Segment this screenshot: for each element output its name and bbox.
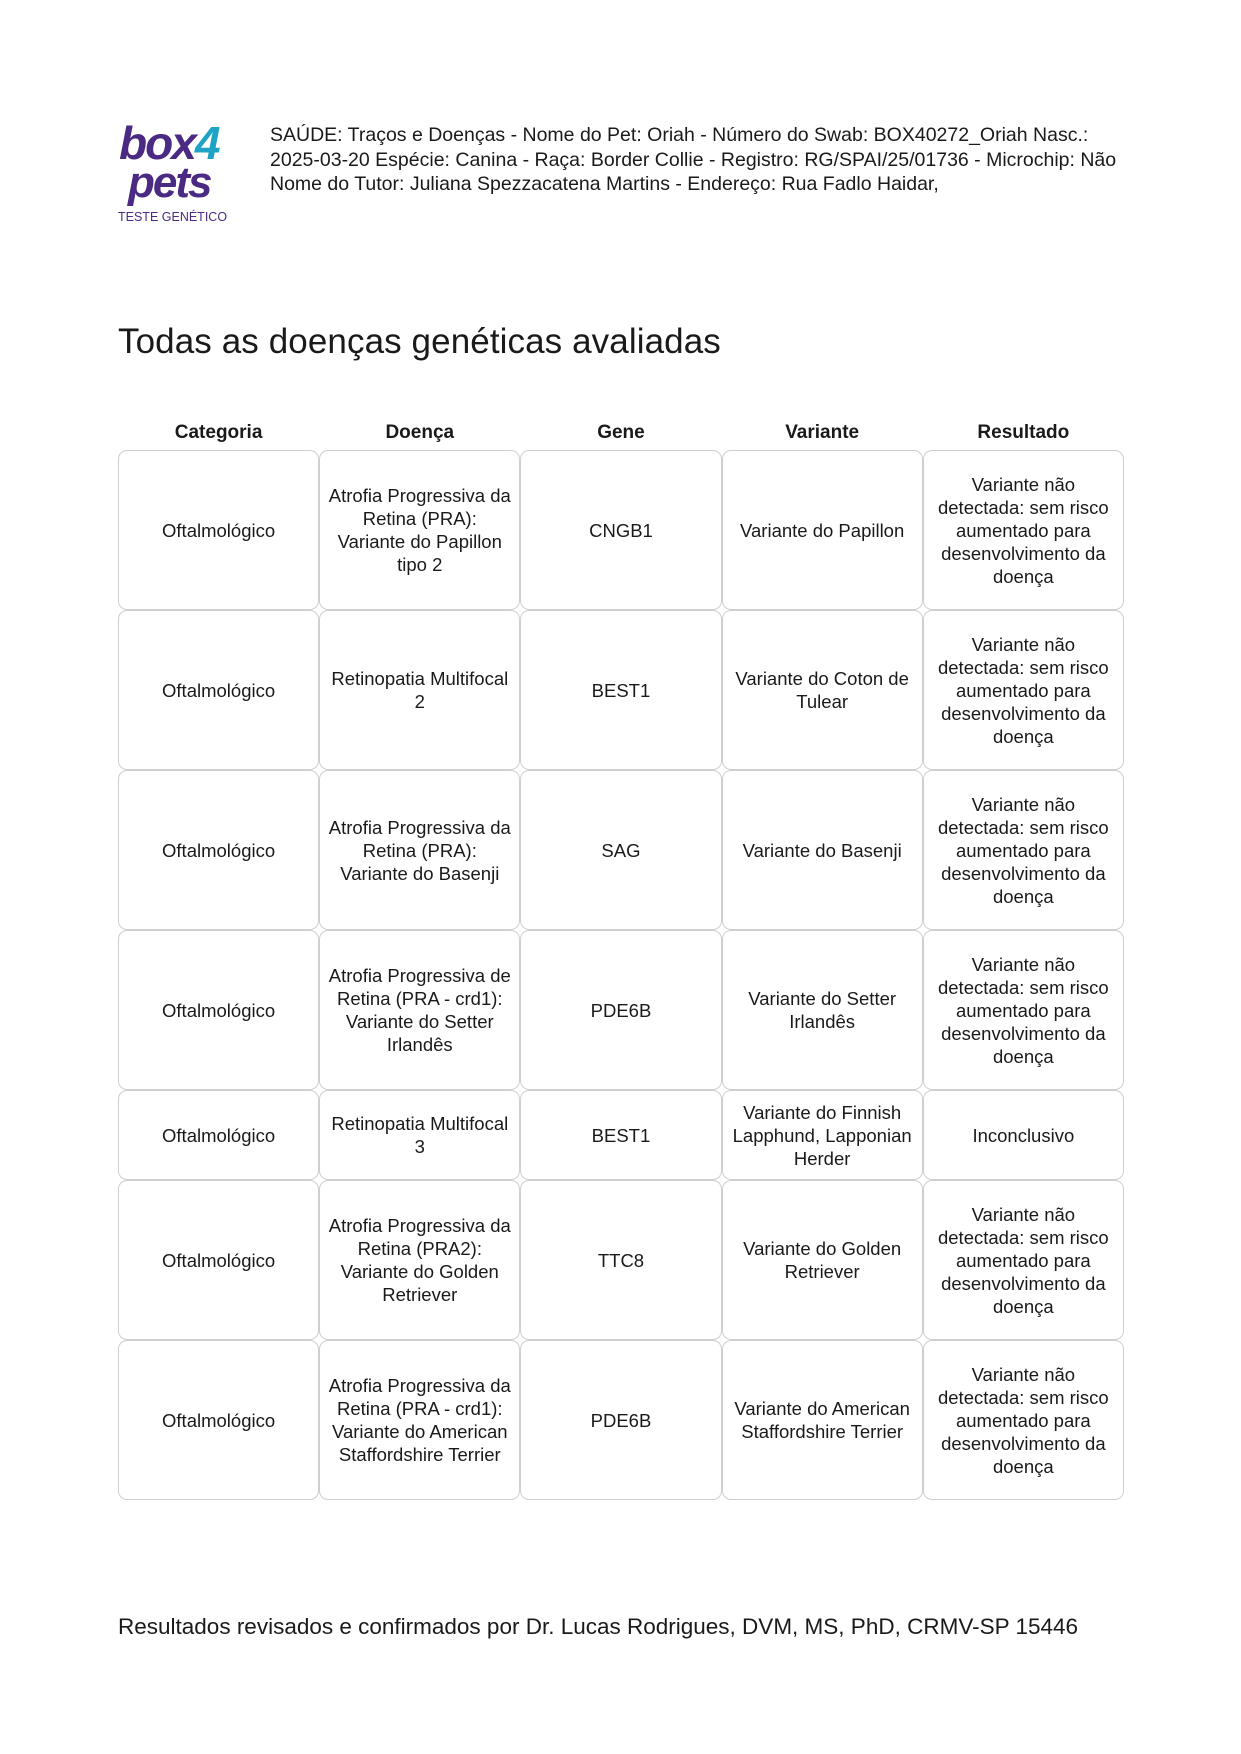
cell-categoria: Oftalmológico [118,1180,319,1340]
cell-categoria: Oftalmológico [118,930,319,1090]
cell-variante: Variante do Finnish Lapphund, Lapponian Herder [722,1090,923,1180]
logo-text-digit: 4 [195,117,221,169]
page-title: Todas as doenças genéticas avaliadas [118,322,721,361]
cell-resultado: Variante não detectada: sem risco aumentado para desenvolvimento da doença [923,610,1124,770]
pet-info-header: SAÚDE: Traços e Doenças - Nome do Pet: Oriah - Número do Swab: BOX40272_Oriah Nasc.: 2025-03-20 Espécie: Canina - Raça: Border Collie - Registro: RG/SPAI/25/01736 - Microchip: Não Nome do Tutor: Juliana Spezzacatena Martins - Endereço: Rua Fadlo Haidar, [270,124,1117,195]
cell-gene: SAG [520,770,721,930]
cell-gene: CNGB1 [520,450,721,610]
cell-resultado: Variante não detectada: sem risco aumentado para desenvolvimento da doença [923,770,1124,930]
cell-categoria: Oftalmológico [118,610,319,770]
table-row [118,450,1124,610]
cell-categoria: Oftalmológico [118,1090,319,1180]
cell-doenca: Atrofia Progressiva da Retina (PRA2): Variante do Golden Retriever [319,1180,520,1340]
cell-gene: PDE6B [520,1340,721,1500]
table-row [118,1340,1124,1500]
diseases-table [118,416,1124,1500]
footer-signature: Resultados revisados e confirmados por Dr. Lucas Rodrigues, DVM, MS, PhD, CRMV-SP 15446 [118,1614,1079,1639]
logo-text-pets: pets [128,158,211,207]
cell-gene: BEST1 [520,610,721,770]
column-header-variante: Variante [785,422,860,443]
column-header-doenca: Doença [385,422,455,443]
table-row [118,770,1124,930]
cell-resultado: Variante não detectada: sem risco aumentado para desenvolvimento da doença [923,1340,1124,1500]
cell-doenca: Atrofia Progressiva da Retina (PRA - crd1): Variante do American Staffordshire Terrier [319,1340,520,1500]
table-header [118,416,1124,450]
logo-text-box: box [119,117,195,169]
cell-resultado: Variante não detectada: sem risco aumentado para desenvolvimento da doença [923,450,1124,610]
cell-gene: BEST1 [520,1090,721,1180]
cell-categoria: Oftalmológico [118,1340,319,1500]
column-header-categoria: Categoria [174,422,263,443]
cell-variante: Variante do Golden Retriever [722,1180,923,1340]
cell-categoria: Oftalmológico [118,770,319,930]
cell-gene: PDE6B [520,930,721,1090]
cell-categoria: Oftalmológico [118,450,319,610]
column-header-resultado: Resultado [977,422,1070,443]
cell-variante: Variante do American Staffordshire Terrier [722,1340,923,1500]
table-row [118,1090,1124,1180]
cell-doenca: Atrofia Progressiva da Retina (PRA): Variante do Papillon tipo 2 [319,450,520,610]
cell-gene: TTC8 [520,1180,721,1340]
cell-resultado: Inconclusivo [923,1090,1124,1180]
table-row [118,930,1124,1090]
cell-variante: Variante do Setter Irlandês [722,930,923,1090]
logo-subtitle: TESTE GENÉTICO [118,210,228,224]
table-row [118,610,1124,770]
cell-resultado: Variante não detectada: sem risco aumentado para desenvolvimento da doença [923,930,1124,1090]
cell-variante: Variante do Coton de Tulear [722,610,923,770]
cell-variante: Variante do Basenji [722,770,923,930]
cell-doenca: Retinopatia Multifocal 3 [319,1090,520,1180]
cell-variante: Variante do Papillon [722,450,923,610]
table-row [118,1180,1124,1340]
cell-resultado: Variante não detectada: sem risco aumentado para desenvolvimento da doença [923,1180,1124,1340]
cell-doenca: Retinopatia Multifocal 2 [319,610,520,770]
cell-doenca: Atrofia Progressiva da Retina (PRA): Variante do Basenji [319,770,520,930]
column-header-gene: Gene [597,422,645,443]
box4pets-logo [118,115,233,227]
cell-doenca: Atrofia Progressiva de Retina (PRA - crd1): Variante do Setter Irlandês [319,930,520,1090]
